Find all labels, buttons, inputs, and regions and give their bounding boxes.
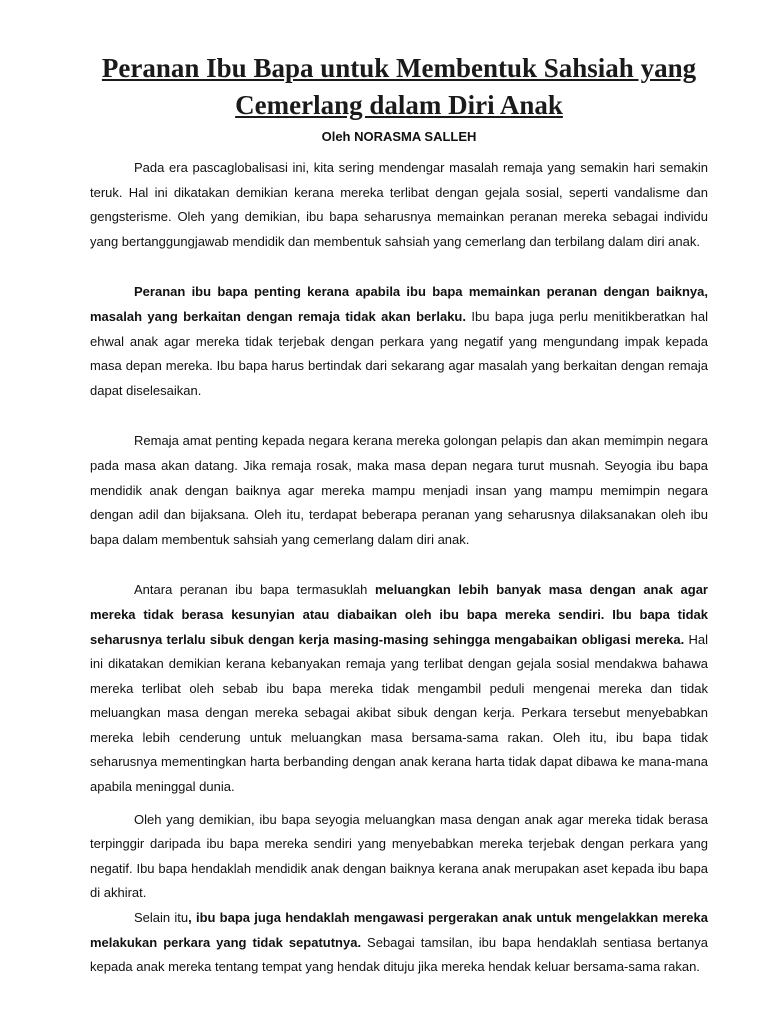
paragraph-spacer (90, 254, 708, 280)
paragraph-text: Hal ini dikatakan demikian kerana kebanyakan remaja yang terlibat dengan gejala sosial mendakwa bahawa mereka terlibat oleh sebab ibu bapa mereka tidak mengambil peduli mengenai mereka dan tidak meluangkan masa dengan mereka sebagai akibat sibuk dengan kerja. Perkara tersebut menyebabkan mereka lebih cenderung untuk meluangkan masa bersama-sama rakan. Oleh itu, ibu bapa tidak seharusnya mementingkan harta berbanding dengan anak kerana harta tidak dapat dibawa ke mana-mana apabila meninggal dunia. (90, 631, 708, 795)
paragraph-conclusion-time (90, 808, 708, 906)
paragraph-spend-time (90, 578, 708, 799)
paragraph-text: Pada era pascaglobalisasi ini, kita sering mendengar masalah remaja yang semakin hari semakin teruk. Hal ini dikatakan demikian kerana mereka terlibat dengan gejala sosial, seperti vandalisme dan gengsterisme. Oleh yang demikian, ibu bapa seharusnya memainkan peranan mereka sebagai individu yang bertanggungjawab mendidik dan membentuk sahsiah yang cemerlang dan terbilang dalam diri anak. (90, 160, 708, 249)
title-line-2: Cemerlang dalam Diri Anak (235, 90, 563, 120)
paragraph-text: Oleh yang demikian, ibu bapa seyogia meluangkan masa dengan anak agar mereka tidak berasa terpinggir daripada ibu bapa mereka sendiri yang menyebabkan mereka terjebak dengan perkara yang negatif. Ibu bapa hendaklah mendidik anak dengan baiknya kerana anak merupakan aset kepada ibu bapa di akhirat. (90, 811, 708, 901)
paragraph-supervise (90, 906, 708, 980)
paragraph-intro (90, 156, 708, 254)
document-title (90, 50, 708, 124)
paragraph-lead-text: Antara peranan ibu bapa termasuklah (134, 582, 375, 598)
paragraph-text: Ibu bapa juga perlu menitikberatkan hal ehwal anak agar mereka tidak terjebak dengan perkara yang negatif yang mengundang impak kepada masa depan mereka. Ibu bapa harus bertindak dari sekarang agar masalah yang berkaitan dengan remaja dapat diselesaikan. (90, 308, 709, 398)
paragraph-text: Remaja amat penting kepada negara kerana mereka golongan pelapis dan akan memimpin negara pada masa akan datang. Jika remaja rosak, maka masa depan negara turut musnah. Seyogia ibu bapa mendidik anak dengan baiknya agar mereka mampu menjadi insan yang mampu memimpin negara dengan adil dan bijaksana. Oleh itu, terdapat beberapa peranan yang seharusnya dilaksanakan oleh ibu bapa dalam membentuk sahsiah yang cemerlang dalam diri anak. (90, 433, 708, 547)
paragraph-bold-text: meluangkan lebih banyak masa dengan anak agar mereka tidak berasa kesunyian atau diabaikan oleh ibu bapa mereka sendiri. Ibu bapa tidak seharusnya terlalu sibuk dengan kerja masing-masing sehingga mengabaikan obligasi mereka. (90, 582, 708, 647)
title-line-1: Peranan Ibu Bapa untuk Membentuk Sahsiah yang (101, 53, 697, 83)
paragraph-spacer (90, 403, 708, 429)
paragraph-spacer (90, 800, 708, 808)
paragraph-spacer (90, 552, 708, 578)
paragraph-youth (90, 429, 708, 552)
author-byline: Oleh NORASMA SALLEH (321, 129, 477, 144)
paragraph-text: Sebagai tamsilan, ibu bapa hendaklah sentiasa bertanya kepada anak mereka tentang tempat yang hendak dituju jika mereka hendak keluar bersama-sama rakan. (90, 934, 708, 975)
paragraph-role-importance (90, 280, 708, 403)
paragraph-lead-text: Selain itu (134, 910, 189, 926)
paragraph-bold-text: , ibu bapa juga hendaklah mengawasi pergerakan anak untuk mengelakkan mereka melakukan perkara yang tidak sepatutnya. (90, 910, 709, 950)
paragraph-bold-text: Peranan ibu bapa penting kerana apabila ibu bapa memainkan peranan dengan baiknya, masalah yang berkaitan dengan remaja tidak akan berlaku. (90, 284, 708, 324)
